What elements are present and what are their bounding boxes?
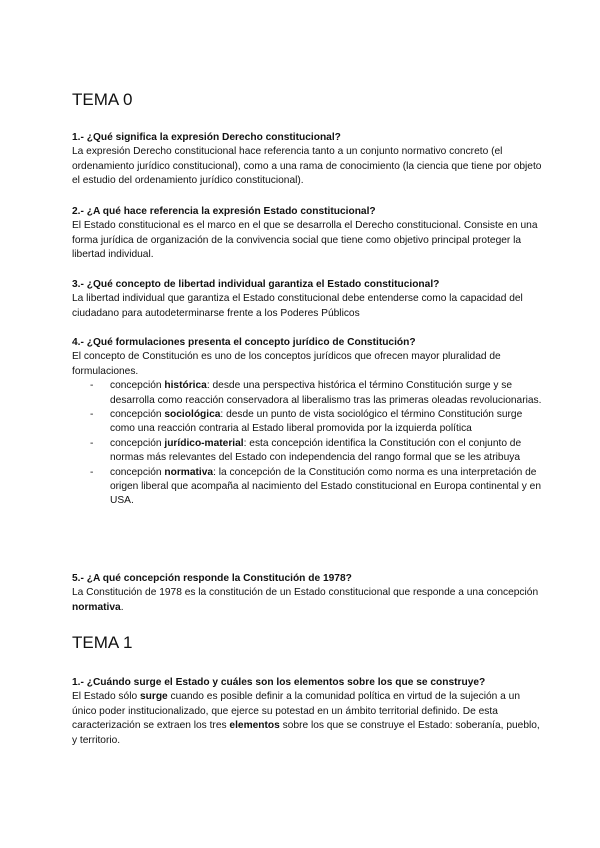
question-title: 1.- ¿Cuándo surge el Estado y cuáles son los elementos sobre los que se construye? — [72, 677, 486, 688]
item-prefix: concepción — [110, 409, 165, 421]
list-item — [72, 466, 542, 509]
item-term: normativa — [164, 466, 214, 478]
item-prefix: concepción — [110, 466, 165, 478]
answer-text: cuando es posible definir a la comunidad política en virtud de la sujeción a un único poder institucionalizado, que ejerce su potestad en un ámbito territorial definido. De esta caracterización se extraen los tres — [72, 691, 520, 732]
item-term: jurídico-material — [164, 437, 244, 449]
tema1-question-1 — [72, 676, 542, 748]
question-answer — [72, 586, 542, 615]
item-term: sociológica — [164, 409, 221, 421]
tema0-question-2 — [72, 205, 542, 263]
question-title: 3.- ¿Qué concepto de libertad individual garantiza el Estado constitucional? — [72, 279, 440, 290]
item-prefix: concepción — [110, 437, 165, 449]
list-item — [72, 379, 542, 408]
bullet-dash: - — [90, 380, 94, 392]
answer-text: El Estado sólo — [72, 691, 140, 703]
tema-1-heading: TEMA 1 — [72, 633, 133, 652]
list-item — [72, 408, 542, 437]
item-text: : desde un punto de vista sociológico el término Constitución surge como una reacción contraria al Estado liberal promovida por la izquierda política — [110, 409, 523, 435]
tema0-question-4 — [72, 336, 542, 509]
question-title: 2.- ¿A qué hace referencia la expresión Estado constitucional? — [72, 206, 376, 217]
concepciones-list — [72, 379, 542, 509]
question-answer: La libertad individual que garantiza el Estado constitucional debe entenderse como la capacidad del ciudadano para autodeterminarse frente a los Poderes Públicos — [72, 293, 523, 319]
tema0-question-5 — [72, 572, 542, 615]
answer-bold: surge — [139, 691, 168, 703]
item-text: : desde una perspectiva histórica el término Constitución surge y se desarrolla como reacción conservadora al liberalismo tras las primeras oleadas revolucionarias. — [110, 380, 542, 406]
question-title: 4.- ¿Qué formulaciones presenta el concepto jurídico de Constitución? — [72, 337, 416, 348]
item-text: : la concepción de la Constitución como norma es una interpretación de origen liberal que acompaña al nacimiento del Estado constitucional en Europa continental y en USA. — [110, 466, 541, 507]
item-text: : esta concepción identifica la Constitución con el conjunto de normas más relevantes del Estado con independencia del rango formal que se les atribuya — [110, 437, 522, 464]
bullet-dash: - — [90, 466, 94, 478]
item-prefix: concepción — [110, 380, 165, 392]
tema0-question-1 — [72, 131, 542, 189]
answer-bold: elementos — [229, 720, 280, 732]
question-answer: La expresión Derecho constitucional hace referencia tanto a un conjunto normativo concreto (el ordenamiento jurídico constitucional), como a una rama de conocimiento (la ciencia que tiene por objeto el estudio del ordenamiento jurídico constitucional). — [72, 146, 542, 187]
list-item — [72, 437, 542, 466]
bullet-dash: - — [90, 437, 94, 449]
answer-text: La Constitución de 1978 es la constitución de un Estado constitucional que responde a una concepción — [72, 587, 539, 599]
answer-end: . — [120, 601, 124, 613]
question-title: 1.- ¿Qué significa la expresión Derecho constitucional? — [72, 132, 341, 143]
tema-0-heading: TEMA 0 — [72, 90, 133, 109]
tema0-question-3 — [72, 278, 542, 321]
question-answer — [72, 690, 542, 748]
question-intro: El concepto de Constitución es uno de los conceptos jurídicos que ofrecen mayor pluralidad de formulaciones. — [72, 351, 501, 377]
question-answer: El Estado constitucional es el marco en el que se desarrolla el Derecho constitucional. Consiste en una forma jurídica de organización de la convivencia social que tiene como objetivo principal proteger la libertad individual. — [72, 220, 538, 261]
item-term: histórica — [164, 380, 207, 392]
question-title: 5.- ¿A qué concepción responde la Constitución de 1978? — [72, 573, 352, 584]
answer-bold: normativa — [72, 601, 121, 613]
answer-text: sobre los que se construye el Estado: soberanía, pueblo, y territorio. — [72, 720, 540, 746]
bullet-dash: - — [90, 409, 94, 421]
